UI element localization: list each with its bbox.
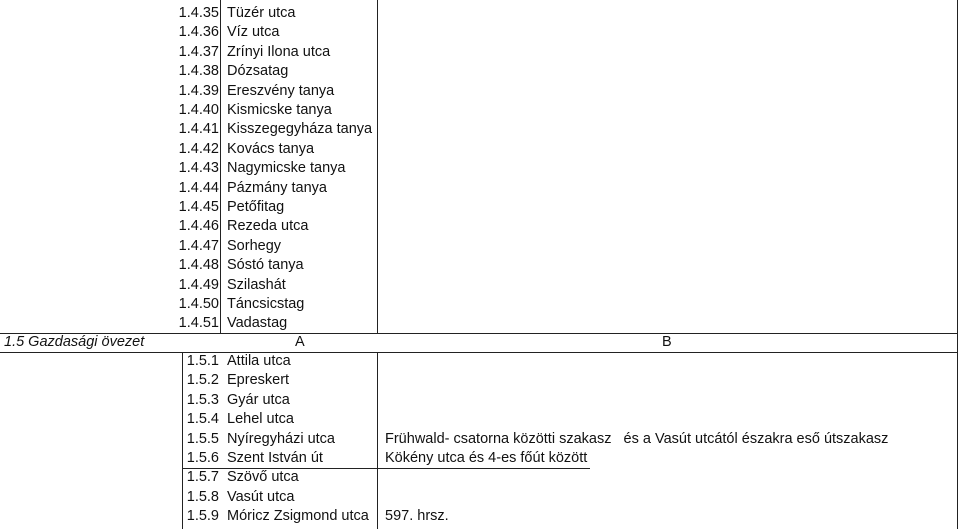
- row-number: 1.4.51: [178, 315, 219, 332]
- street-name: Nagymicske tanya: [227, 160, 346, 177]
- table-row: [0, 23, 960, 42]
- row-number: 1.5.7: [186, 469, 219, 486]
- street-name: Vadastag: [227, 315, 288, 332]
- table-row: [0, 43, 960, 62]
- row-number: 1.4.44: [178, 179, 219, 196]
- table-row: [0, 62, 960, 81]
- table-row: [0, 82, 960, 101]
- street-name: Kismicske tanya: [227, 102, 332, 118]
- table-row: [0, 391, 960, 410]
- street-name: Petőfitag: [227, 199, 285, 215]
- row-number: 1.4.47: [178, 237, 219, 254]
- column-header-a: A: [295, 334, 305, 350]
- table-row: [0, 140, 960, 159]
- street-name: Rezeda utca: [227, 218, 309, 235]
- street-name: Móricz Zsigmond utca: [227, 508, 369, 525]
- row-number: 1.4.39: [178, 82, 219, 99]
- street-name: Kisszegegyháza tanya: [227, 121, 373, 138]
- column-b-value: Frühwald- csatorna közötti szakasz és a Vasút utcától északra eső útszakasz: [385, 430, 889, 447]
- table-row: [0, 120, 960, 139]
- street-name: Víz utca: [227, 24, 280, 41]
- row-number: 1.4.48: [178, 257, 219, 274]
- street-name: Kovács tanya: [227, 140, 315, 157]
- row-number: 1.4.36: [178, 24, 219, 41]
- row-number: 1.5.3: [186, 391, 219, 408]
- table-row: [0, 371, 960, 390]
- row-number: 1.4.42: [178, 140, 219, 157]
- column-b-value: Kökény utca és 4-es főút között: [385, 450, 588, 466]
- row-number: 1.5.9: [186, 508, 219, 525]
- table-row: [0, 159, 960, 178]
- street-name: Szent István út: [227, 450, 323, 466]
- table-row: [0, 449, 960, 468]
- row-number: 1.4.50: [178, 296, 219, 312]
- row-number: 1.4.35: [178, 5, 219, 21]
- row-number: 1.5.4: [186, 411, 219, 428]
- table-row: [0, 256, 960, 275]
- street-name: Sorhegy: [227, 237, 282, 254]
- row-number: 1.4.45: [178, 199, 219, 215]
- row-number: 1.5.6: [186, 450, 219, 466]
- street-name: Dózsatag: [227, 63, 289, 80]
- row-number: 1.4.46: [178, 218, 219, 235]
- street-name: Tüzér utca: [227, 5, 296, 21]
- row-number: 1.4.38: [178, 63, 219, 80]
- row-number: 1.4.49: [178, 276, 219, 293]
- row-number: 1.5.1: [186, 353, 219, 369]
- table-row: [0, 314, 960, 333]
- table-row: [0, 101, 960, 120]
- table-row: [0, 295, 960, 314]
- column-header-b: B: [662, 334, 672, 350]
- street-name: Nyíregyházi utca: [227, 430, 335, 447]
- street-name: Lehel utca: [227, 411, 294, 428]
- table-row: [0, 237, 960, 256]
- section-header-row: [0, 333, 960, 352]
- table-row: [0, 507, 960, 526]
- table-row: [0, 4, 960, 23]
- section-title: 1.5 Gazdasági övezet: [4, 334, 145, 350]
- table-row: [0, 217, 960, 236]
- street-name: Táncsicstag: [227, 296, 305, 312]
- table-row: [0, 468, 960, 487]
- street-name: Sóstó tanya: [227, 257, 304, 274]
- street-name: Attila utca: [227, 353, 291, 369]
- table-row: [0, 276, 960, 295]
- street-name: Gyár utca: [227, 391, 290, 408]
- table-row: [0, 352, 960, 371]
- column-b-value: 597. hrsz.: [385, 508, 449, 525]
- street-name: Zrínyi Ilona utca: [227, 43, 331, 60]
- row-number: 1.5.2: [186, 372, 219, 389]
- table-row: [0, 198, 960, 217]
- table-row: [0, 179, 960, 198]
- street-name: Ereszvény tanya: [227, 82, 335, 99]
- street-name: Szilashát: [227, 276, 286, 293]
- street-name: Szövő utca: [227, 469, 299, 486]
- table-row: [0, 410, 960, 429]
- street-name: Vasút utca: [227, 488, 295, 505]
- row-number: 1.4.37: [178, 43, 219, 60]
- row-number: 1.4.40: [178, 102, 219, 118]
- street-name: Pázmány tanya: [227, 179, 327, 196]
- row-number: 1.4.41: [178, 121, 219, 138]
- row-number: 1.5.8: [186, 488, 219, 505]
- row-number: 1.5.5: [186, 430, 219, 447]
- table-row: [0, 430, 960, 449]
- street-name: Epreskert: [227, 372, 290, 389]
- table-row: [0, 488, 960, 507]
- row-number: 1.4.43: [178, 160, 219, 177]
